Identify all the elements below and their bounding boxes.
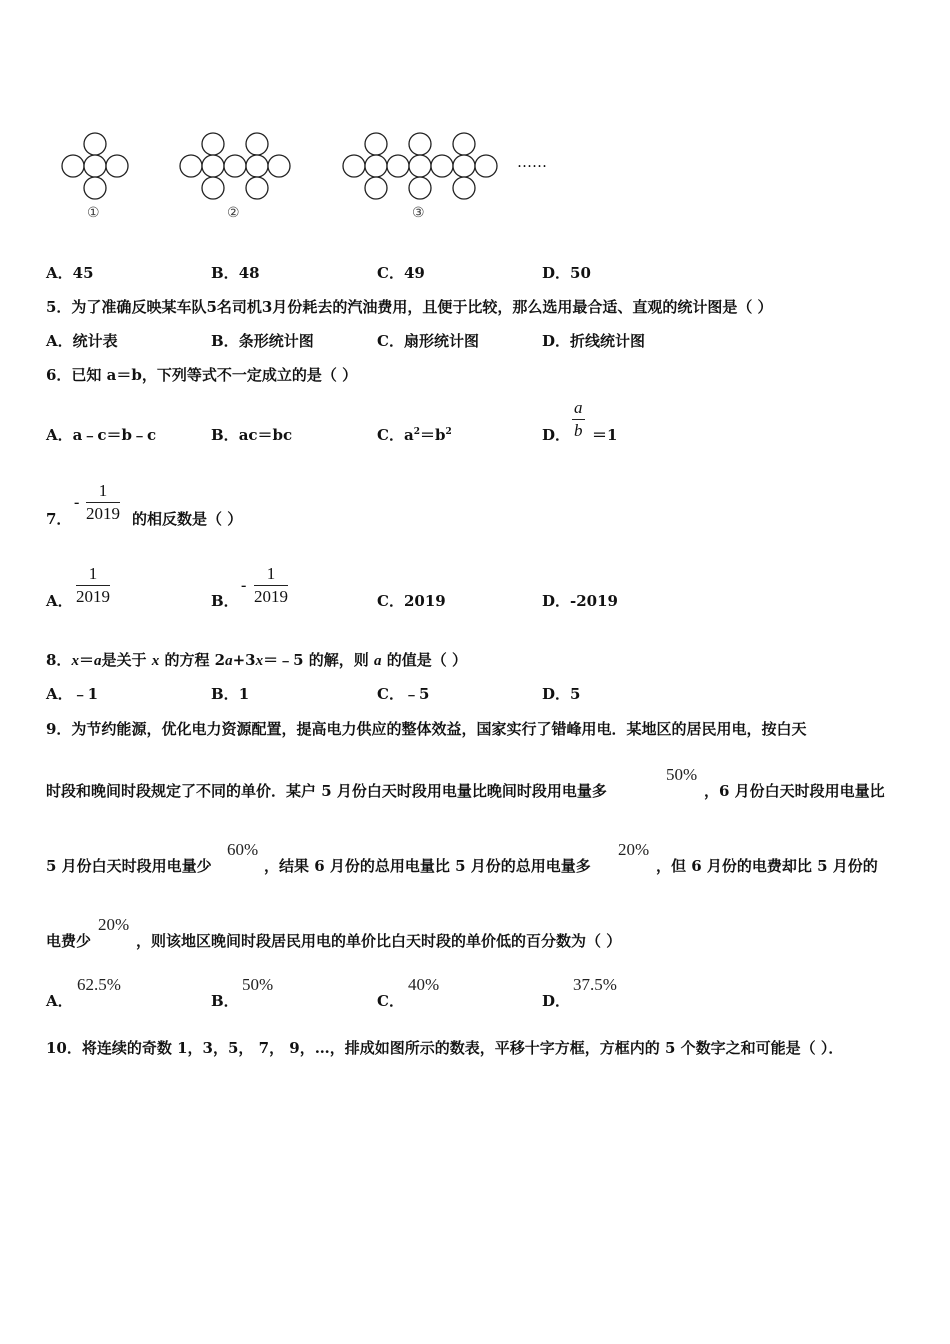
q9-line-4a: 电费少 xyxy=(46,932,92,950)
circle xyxy=(268,155,290,177)
q6-option-d-fraction: $\frac{a}{b}$ xyxy=(574,398,583,440)
q10-stem: 10．将连续的奇数 1，3，5， 7， 9，…，排成如图所示的数表，平移十字方框，方框内的 5 个数字之和可能是（ ）． xyxy=(46,1039,844,1057)
q5-stem: 5．为了准确反映某车队5名司机3月份耗去的汽油费用，且便于比较，那么选用最合适、直观的统计图是（ ） xyxy=(46,298,773,316)
pattern-figure-svg xyxy=(55,125,575,230)
circle xyxy=(453,177,475,199)
q9-line-3c: ，但 6 月份的电费却比 5 月份的 xyxy=(656,857,878,875)
pattern-3 xyxy=(343,133,497,199)
q9-line-1: 9．为节约能源，优化电力资源配置，提高电力供应的整体效益，国家实行了错峰用电．某地区的居民用电，按白天 xyxy=(46,720,807,738)
circle xyxy=(409,177,431,199)
q7-fraction: $\frac{1}{2019}$ xyxy=(86,481,120,523)
q9-option-c-value: 40% xyxy=(408,975,440,994)
circle xyxy=(84,177,106,199)
circle xyxy=(475,155,497,177)
q6-stem: 6．已知 a＝b，下列等式不一定成立的是（ ） xyxy=(46,366,358,384)
circle xyxy=(431,155,453,177)
q7-tail: 的相反数是（ ） xyxy=(132,510,243,528)
q4-option-c[interactable]: C．49 xyxy=(377,264,425,282)
q9-option-a-value: 62.5% xyxy=(77,975,121,994)
circle xyxy=(387,155,409,177)
pattern-figure xyxy=(55,125,575,230)
q7-option-b-fraction: $\frac{1}{2019}$ xyxy=(254,564,288,606)
q9-line-4b: ，则该地区晚间时段居民用电的单价比白天时段的单价低的百分数为（ ） xyxy=(136,932,622,950)
q6-option-d[interactable]: D． xyxy=(542,426,571,444)
circle xyxy=(84,155,106,177)
circle xyxy=(365,155,387,177)
q8-option-a[interactable]: A．﹣1 xyxy=(46,685,99,703)
circle xyxy=(246,177,268,199)
q9-pct-2: 60% xyxy=(227,840,259,859)
circle xyxy=(202,177,224,199)
q4-option-d[interactable]: D．50 xyxy=(542,264,591,282)
q9-option-b[interactable]: B． xyxy=(211,992,239,1010)
pattern-2 xyxy=(180,133,290,199)
circle xyxy=(246,155,268,177)
q7-option-c[interactable]: C．2019 xyxy=(377,592,446,610)
q8-option-b[interactable]: B．1 xyxy=(211,685,250,703)
pattern-1-label: ① xyxy=(87,205,100,221)
q9-option-d-value: 37.5% xyxy=(573,975,617,994)
q5-option-c[interactable]: C．扇形统计图 xyxy=(377,332,479,350)
circle xyxy=(409,133,431,155)
q9-pct-3: 20% xyxy=(618,840,650,859)
q9-line-2a: 时段和晚间时段规定了不同的单价．某户 5 月份白天时段用电量比晚间时段用电量多 xyxy=(46,782,607,800)
circle xyxy=(453,155,475,177)
q5-option-d[interactable]: D．折线统计图 xyxy=(542,332,646,350)
q7-option-d[interactable]: D．-2019 xyxy=(542,592,618,610)
circle xyxy=(409,155,431,177)
q9-option-b-value: 50% xyxy=(242,975,274,994)
circle xyxy=(343,155,365,177)
q9-option-a[interactable]: A． xyxy=(46,992,73,1010)
q8-stem: 8．x＝a是关于 x 的方程 2a+3x＝﹣5 的解，则 a 的值是（ ） xyxy=(46,651,467,669)
q9-option-d[interactable]: D． xyxy=(542,992,571,1010)
q8-option-d[interactable]: D．5 xyxy=(542,685,581,703)
circle xyxy=(453,133,475,155)
q9-pct-4: 20% xyxy=(98,915,130,934)
q7-number: 7． xyxy=(46,510,72,528)
pattern-1 xyxy=(62,133,128,199)
q7-option-a-fraction: $\frac{1}{2019}$ xyxy=(76,564,110,606)
q7-option-b-neg: - xyxy=(241,577,247,594)
circle xyxy=(246,133,268,155)
circle xyxy=(106,155,128,177)
q8-option-c[interactable]: C．﹣5 xyxy=(377,685,430,703)
circle xyxy=(365,177,387,199)
q7-option-a[interactable]: A． xyxy=(46,592,73,610)
q6-option-c[interactable]: C．$a^2=b^2$ xyxy=(377,426,452,444)
pattern-3-label: ③ xyxy=(412,205,425,221)
pattern-ellipsis: …… xyxy=(517,153,547,171)
q7-neg-sign: - xyxy=(74,494,80,511)
circle xyxy=(202,133,224,155)
q9-option-c[interactable]: C． xyxy=(377,992,404,1010)
q6-option-b[interactable]: B．ac＝bc xyxy=(211,426,293,444)
q4-option-b[interactable]: B．48 xyxy=(211,264,260,282)
q7-option-b[interactable]: B． xyxy=(211,592,239,610)
circle xyxy=(224,155,246,177)
q6-option-a[interactable]: A．a﹣c＝b﹣c xyxy=(46,426,157,444)
circle xyxy=(62,155,84,177)
circle xyxy=(84,133,106,155)
q5-option-b[interactable]: B．条形统计图 xyxy=(211,332,314,350)
q9-line-3a: 5 月份白天时段用电量少 xyxy=(46,857,212,875)
q9-line-2b: ，6 月份白天时段用电量比 xyxy=(704,782,885,800)
pattern-2-label: ② xyxy=(227,205,240,221)
circle xyxy=(180,155,202,177)
circle xyxy=(365,133,387,155)
q9-line-3b: ，结果 6 月份的总用电量比 5 月份的总用电量多 xyxy=(264,857,591,875)
q9-pct-1: 50% xyxy=(666,765,698,784)
q4-option-a[interactable]: A．45 xyxy=(46,264,94,282)
q5-option-a[interactable]: A．统计表 xyxy=(46,332,118,350)
q6-option-d-tail: ＝1 xyxy=(592,426,618,444)
circle xyxy=(202,155,224,177)
